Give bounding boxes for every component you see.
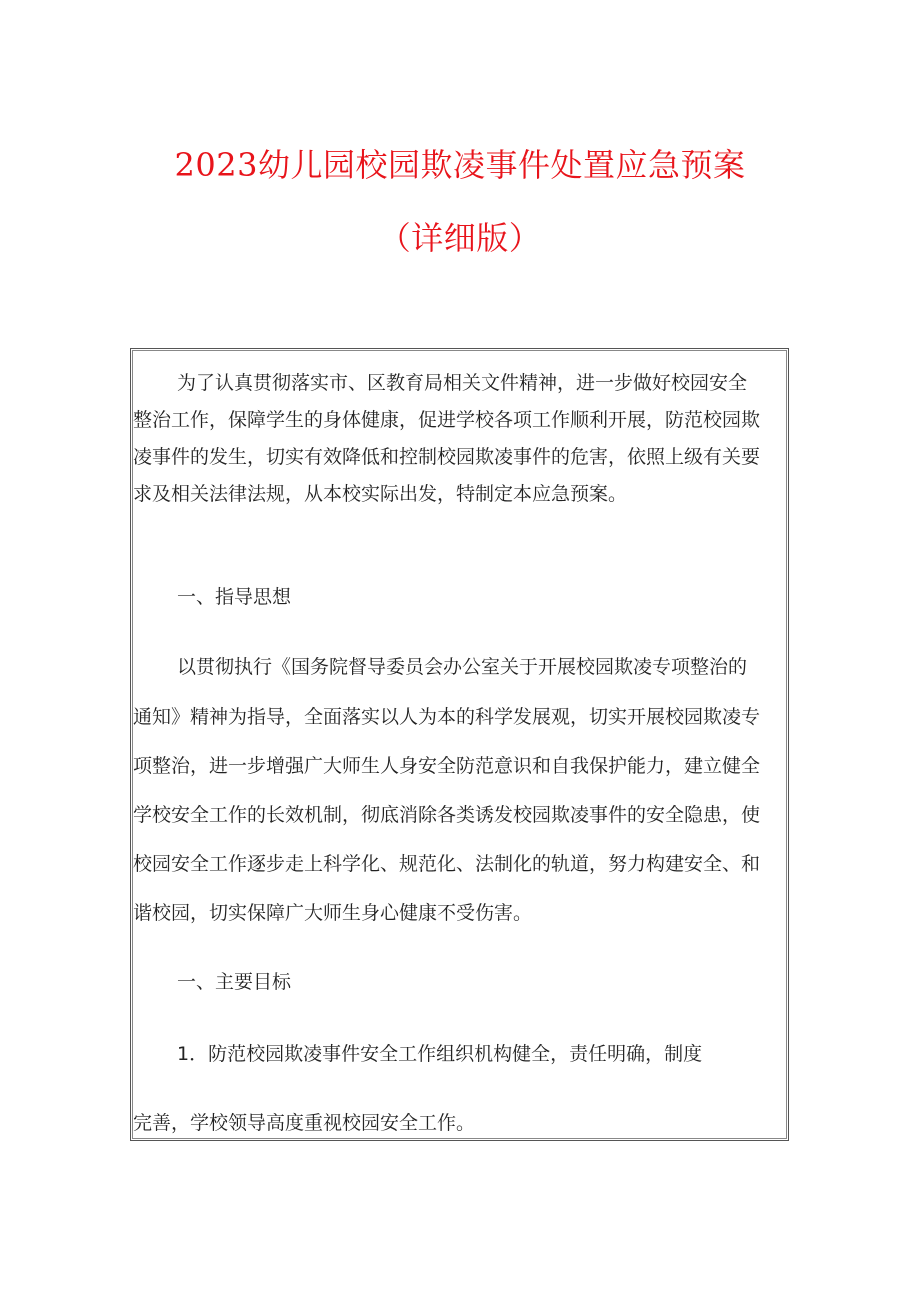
section1-line-3: 项整治，进一步增强广大师生人身安全防范意识和自我保护能力，建立健全 — [133, 755, 761, 777]
content-frame — [130, 348, 789, 1141]
section1-line-6: 谐校园，切实保障广大师生身心健康不受伤害。 — [133, 902, 533, 924]
section-heading-guiding-ideology: 一、指导思想 — [177, 586, 292, 608]
intro-line-4: 求及相关法律法规，从本校实际出发，特制定本应急预案。 — [133, 483, 628, 505]
section1-line-1: 以贯彻执行《国务院督导委员会办公室关于开展校园欺凌专项整治的 — [177, 656, 748, 678]
goal-item-1-line-1: 1．防范校园欺凌事件安全工作组织机构健全，责任明确，制度 — [177, 1043, 703, 1065]
intro-line-1: 为了认真贯彻落实市、区教育局相关文件精神，进一步做好校园安全 — [177, 372, 748, 394]
document-title: 2023幼儿园校园欺凌事件处置应急预案 — [174, 146, 746, 184]
document-subtitle: （详细版） — [378, 219, 542, 257]
intro-line-3: 凌事件的发生，切实有效降低和控制校园欺凌事件的危害，依照上级有关要 — [133, 446, 761, 468]
intro-line-2: 整治工作，保障学生的身体健康，促进学校各项工作顺利开展，防范校园欺 — [133, 409, 761, 431]
section1-line-4: 学校安全工作的长效机制，彻底消除各类诱发校园欺凌事件的安全隐患，使 — [133, 804, 761, 826]
section-heading-main-goals: 一、主要目标 — [177, 971, 292, 993]
section1-line-5: 校园安全工作逐步走上科学化、规范化、法制化的轨道，努力构建安全、和 — [133, 853, 761, 875]
goal-item-1-line-2: 完善，学校领导高度重视校园安全工作。 — [133, 1112, 476, 1134]
section1-line-2: 通知》精神为指导，全面落实以人为本的科学发展观，切实开展校园欺凌专 — [133, 706, 761, 728]
